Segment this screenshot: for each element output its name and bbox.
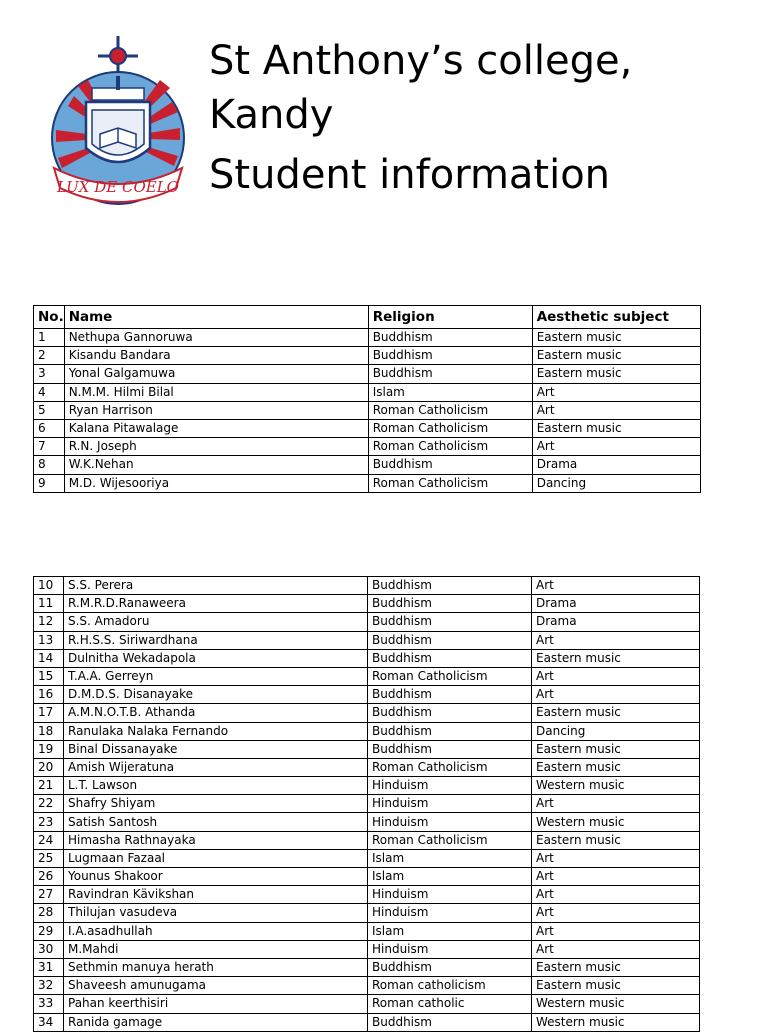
cell-religion: Buddhism: [368, 577, 532, 595]
cell-aesthetic-subject: Eastern music: [532, 958, 700, 976]
cell-aesthetic-subject: Drama: [532, 456, 700, 474]
cell-religion: Hinduism: [368, 886, 532, 904]
table-row: [34, 667, 700, 685]
cell-religion: Islam: [368, 383, 532, 401]
table-row: [34, 383, 701, 401]
table-row: [34, 722, 700, 740]
table-row: [34, 649, 700, 667]
table-row: [34, 631, 700, 649]
table-header-row: [34, 306, 701, 329]
cell-aesthetic-subject: Western music: [532, 995, 700, 1013]
table-row: [34, 740, 700, 758]
cell-religion: Buddhism: [368, 704, 532, 722]
cell-aesthetic-subject: Western music: [532, 777, 700, 795]
cell-name: R.H.S.S. Siriwardhana: [64, 631, 368, 649]
cell-no: 30: [34, 940, 64, 958]
cell-aesthetic-subject: Eastern music: [532, 365, 700, 383]
cell-aesthetic-subject: Eastern music: [532, 347, 700, 365]
header-religion: Religion: [368, 306, 532, 329]
table-row: [34, 886, 700, 904]
cell-religion: Buddhism: [368, 595, 532, 613]
cell-aesthetic-subject: Art: [532, 849, 700, 867]
table-body-part2: [34, 577, 700, 1032]
cell-name: Ryan Harrison: [64, 401, 368, 419]
title-city: Kandy: [209, 92, 334, 138]
cell-religion: Buddhism: [368, 347, 532, 365]
cell-no: 29: [34, 922, 64, 940]
cell-no: 16: [34, 686, 64, 704]
cell-religion: Islam: [368, 849, 532, 867]
cell-religion: Hinduism: [368, 813, 532, 831]
cell-religion: Hinduism: [368, 940, 532, 958]
table-row: [34, 940, 700, 958]
cell-no: 21: [34, 777, 64, 795]
cell-no: 7: [34, 438, 65, 456]
table-row: [34, 456, 701, 474]
cell-no: 9: [34, 474, 65, 492]
cell-religion: Roman Catholicism: [368, 401, 532, 419]
cell-name: R.N. Joseph: [64, 438, 368, 456]
cell-no: 13: [34, 631, 64, 649]
cell-name: Ranida gamage: [64, 1013, 368, 1031]
cell-name: Pahan keerthisiri: [64, 995, 368, 1013]
cell-name: Younus Shakoor: [64, 868, 368, 886]
cell-aesthetic-subject: Drama: [532, 613, 700, 631]
table-row: [34, 849, 700, 867]
table-row: [34, 347, 701, 365]
cell-no: 32: [34, 977, 64, 995]
cell-aesthetic-subject: Art: [532, 886, 700, 904]
table-row: [34, 958, 700, 976]
cell-religion: Hinduism: [368, 795, 532, 813]
cell-name: M.Mahdi: [64, 940, 368, 958]
table-row: [34, 1013, 700, 1031]
cell-name: Yonal Galgamuwa: [64, 365, 368, 383]
cell-no: 28: [34, 904, 64, 922]
cell-aesthetic-subject: Eastern music: [532, 649, 700, 667]
cell-religion: Roman Catholicism: [368, 758, 532, 776]
table-row: [34, 365, 701, 383]
cell-name: Kisandu Bandara: [64, 347, 368, 365]
table-row: [34, 419, 701, 437]
cell-no: 23: [34, 813, 64, 831]
cell-name: D.M.D.S. Disanayake: [64, 686, 368, 704]
header-name: Name: [64, 306, 368, 329]
cell-religion: Roman catholicism: [368, 977, 532, 995]
cell-religion: Roman catholic: [368, 995, 532, 1013]
table-row: [34, 904, 700, 922]
cell-no: 22: [34, 795, 64, 813]
cell-name: Binal Dissanayake: [64, 740, 368, 758]
cell-name: Kalana Pitawalage: [64, 419, 368, 437]
title-subtitle: Student information: [209, 152, 611, 198]
cell-no: 15: [34, 667, 64, 685]
cell-religion: Hinduism: [368, 777, 532, 795]
table-body-part1: [34, 329, 701, 493]
cell-no: 24: [34, 831, 64, 849]
cell-name: M.D. Wijesooriya: [64, 474, 368, 492]
cell-no: 14: [34, 649, 64, 667]
table-row: [34, 329, 701, 347]
cell-aesthetic-subject: Eastern music: [532, 977, 700, 995]
cell-religion: Buddhism: [368, 958, 532, 976]
cell-religion: Buddhism: [368, 456, 532, 474]
cell-no: 20: [34, 758, 64, 776]
cell-name: Thilujan vasudeva: [64, 904, 368, 922]
page-title: [209, 34, 632, 202]
cell-religion: Roman Catholicism: [368, 667, 532, 685]
cell-religion: Buddhism: [368, 613, 532, 631]
table-row: [34, 613, 700, 631]
cell-no: 34: [34, 1013, 64, 1031]
cell-name: Shaveesh amunugama: [64, 977, 368, 995]
table-row: [34, 686, 700, 704]
table-row: [34, 995, 700, 1013]
table-row: [34, 758, 700, 776]
cell-no: 10: [34, 577, 64, 595]
college-crest-logo: [48, 36, 188, 216]
cell-no: 2: [34, 347, 65, 365]
cell-religion: Buddhism: [368, 329, 532, 347]
cell-name: Satish Santosh: [64, 813, 368, 831]
cell-religion: Buddhism: [368, 686, 532, 704]
title-college-name: St Anthony’s college,: [209, 38, 633, 84]
student-table-part2: [33, 576, 700, 1032]
table-row: [34, 831, 700, 849]
cell-religion: Buddhism: [368, 1013, 532, 1031]
cell-religion: Buddhism: [368, 740, 532, 758]
cell-aesthetic-subject: Art: [532, 438, 700, 456]
cell-no: 27: [34, 886, 64, 904]
cell-aesthetic-subject: Eastern music: [532, 758, 700, 776]
cell-aesthetic-subject: Eastern music: [532, 831, 700, 849]
cell-no: 11: [34, 595, 64, 613]
cell-name: T.A.A. Gerreyn: [64, 667, 368, 685]
cell-name: A.M.N.O.T.B. Athanda: [64, 704, 368, 722]
cell-no: 1: [34, 329, 65, 347]
cell-name: Himasha Rathnayaka: [64, 831, 368, 849]
cell-no: 18: [34, 722, 64, 740]
header-aesthetic-subject: Aesthetic subject: [532, 306, 700, 329]
cell-aesthetic-subject: Eastern music: [532, 329, 700, 347]
cell-religion: Islam: [368, 922, 532, 940]
cell-name: N.M.M. Hilmi Bilal: [64, 383, 368, 401]
cell-religion: Roman Catholicism: [368, 419, 532, 437]
cell-aesthetic-subject: Art: [532, 904, 700, 922]
cell-religion: Roman Catholicism: [368, 831, 532, 849]
cell-aesthetic-subject: Art: [532, 868, 700, 886]
header-no: No.: [34, 306, 65, 329]
cell-name: Nethupa Gannoruwa: [64, 329, 368, 347]
cell-no: 12: [34, 613, 64, 631]
table-row: [34, 795, 700, 813]
cell-religion: Roman Catholicism: [368, 438, 532, 456]
cell-no: 5: [34, 401, 65, 419]
cell-name: I.A.asadhullah: [64, 922, 368, 940]
cell-name: Amish Wijeratuna: [64, 758, 368, 776]
cell-aesthetic-subject: Art: [532, 667, 700, 685]
cell-name: Ravindran Kävikshan: [64, 886, 368, 904]
cell-name: W.K.Nehan: [64, 456, 368, 474]
cell-aesthetic-subject: Art: [532, 940, 700, 958]
cell-aesthetic-subject: Western music: [532, 1013, 700, 1031]
cell-no: 31: [34, 958, 64, 976]
cell-religion: Roman Catholicism: [368, 474, 532, 492]
cell-aesthetic-subject: Eastern music: [532, 704, 700, 722]
cell-religion: Buddhism: [368, 365, 532, 383]
table-row: [34, 595, 700, 613]
cell-religion: Hinduism: [368, 904, 532, 922]
table-row: [34, 813, 700, 831]
table-row: [34, 704, 700, 722]
cell-name: S.S. Perera: [64, 577, 368, 595]
cell-no: 6: [34, 419, 65, 437]
cell-no: 8: [34, 456, 65, 474]
student-table-part1: [33, 305, 701, 493]
cell-aesthetic-subject: Art: [532, 795, 700, 813]
cell-name: Dulnitha Wekadapola: [64, 649, 368, 667]
cell-no: 19: [34, 740, 64, 758]
table-row: [34, 577, 700, 595]
cell-no: 33: [34, 995, 64, 1013]
cell-aesthetic-subject: Eastern music: [532, 419, 700, 437]
cell-no: 17: [34, 704, 64, 722]
cell-name: Ranulaka Nalaka Fernando: [64, 722, 368, 740]
table-row: [34, 438, 701, 456]
table-row: [34, 777, 700, 795]
cell-no: 4: [34, 383, 65, 401]
cell-name: Sethmin manuya herath: [64, 958, 368, 976]
cell-aesthetic-subject: Dancing: [532, 474, 700, 492]
cell-aesthetic-subject: Art: [532, 631, 700, 649]
cell-aesthetic-subject: Eastern music: [532, 740, 700, 758]
cell-no: 25: [34, 849, 64, 867]
cell-name: L.T. Lawson: [64, 777, 368, 795]
table-row: [34, 922, 700, 940]
cell-religion: Islam: [368, 868, 532, 886]
cell-no: 26: [34, 868, 64, 886]
cell-aesthetic-subject: Dancing: [532, 722, 700, 740]
table-row: [34, 401, 701, 419]
cell-aesthetic-subject: Western music: [532, 813, 700, 831]
cell-religion: Buddhism: [368, 631, 532, 649]
cell-name: Shafry Shiyam: [64, 795, 368, 813]
table-row: [34, 474, 701, 492]
cell-no: 3: [34, 365, 65, 383]
cell-aesthetic-subject: Art: [532, 401, 700, 419]
cell-aesthetic-subject: Art: [532, 577, 700, 595]
cell-name: Lugmaan Fazaal: [64, 849, 368, 867]
cell-aesthetic-subject: Art: [532, 922, 700, 940]
cell-name: R.M.R.D.Ranaweera: [64, 595, 368, 613]
cell-religion: Buddhism: [368, 649, 532, 667]
cell-aesthetic-subject: Drama: [532, 595, 700, 613]
motto-text: LUX DE COELO: [57, 178, 179, 196]
table-row: [34, 977, 700, 995]
cell-religion: Buddhism: [368, 722, 532, 740]
table-row: [34, 868, 700, 886]
cell-name: S.S. Amadoru: [64, 613, 368, 631]
cell-aesthetic-subject: Art: [532, 686, 700, 704]
cell-aesthetic-subject: Art: [532, 383, 700, 401]
